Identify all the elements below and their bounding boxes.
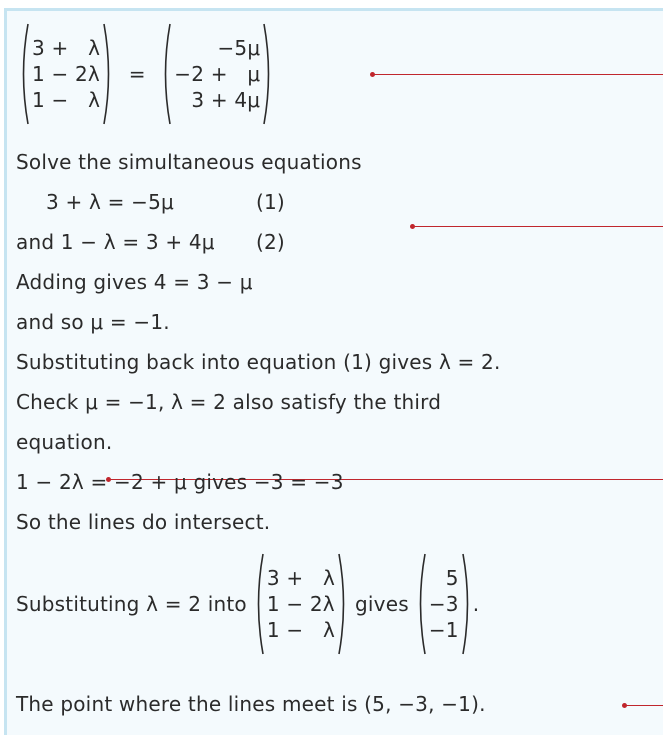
substituting-back-line: Substituting back into equation (1) gives λ = 2. [16, 350, 501, 374]
subst-row-1: 3 + λ [266, 566, 335, 590]
substitution-prefix: Substituting λ = 2 into [16, 592, 247, 616]
vector-equation [18, 22, 274, 126]
right-paren [337, 552, 349, 656]
result-row-2: −3 [428, 592, 459, 616]
gives-label: gives [355, 592, 409, 616]
meeting-point-line: The point where the lines meet is (5, −3, −1). [16, 692, 486, 716]
third-equation-line: 1 − 2λ = −2 + μ gives −3 = −3 [16, 470, 344, 494]
check-line-2: equation. [16, 430, 113, 454]
right-paren [262, 22, 274, 126]
subst-row-3: 1 − λ [266, 618, 335, 642]
rhs-vector [160, 22, 274, 126]
solve-line: Solve the simultaneous equations [16, 150, 362, 174]
equation-2: and 1 − λ = 3 + 4μ [16, 230, 215, 254]
lhs-row-2: 1 − 2λ [32, 62, 100, 86]
annotation-line-4 [624, 705, 663, 706]
right-paren [461, 552, 473, 656]
lhs-row-3: 1 − λ [32, 88, 101, 112]
result-vector [415, 552, 473, 656]
intersect-line: So the lines do intersect. [16, 510, 271, 534]
right-paren [102, 22, 114, 126]
equals-sign: = [128, 62, 146, 86]
so-mu-line: and so μ = −1. [16, 310, 170, 334]
final-period: . [472, 592, 480, 616]
equation-1: 3 + λ = −5μ [46, 190, 174, 214]
result-row-1: 5 [445, 566, 459, 590]
lhs-vector [18, 22, 114, 126]
substitution-line [16, 552, 479, 656]
annotation-line-1 [372, 74, 663, 75]
subst-row-2: 1 − 2λ [266, 592, 335, 616]
annotation-line-2 [412, 226, 663, 227]
result-row-3: −1 [428, 618, 459, 642]
left-paren [160, 22, 172, 126]
substitution-vector [253, 552, 349, 656]
lhs-row-1: 3 + λ [32, 36, 101, 60]
left-paren [415, 552, 427, 656]
equation-2-tag: (2) [256, 230, 285, 254]
equation-1-tag: (1) [256, 190, 285, 214]
rhs-row-2: −2 + μ [174, 62, 261, 86]
rhs-row-3: 3 + 4μ [191, 88, 261, 112]
check-line-1: Check μ = −1, λ = 2 also satisfy the third [16, 390, 442, 414]
left-paren [18, 22, 30, 126]
left-paren [253, 552, 265, 656]
adding-line: Adding gives 4 = 3 − μ [16, 270, 253, 294]
rhs-row-1: −5μ [217, 36, 261, 60]
